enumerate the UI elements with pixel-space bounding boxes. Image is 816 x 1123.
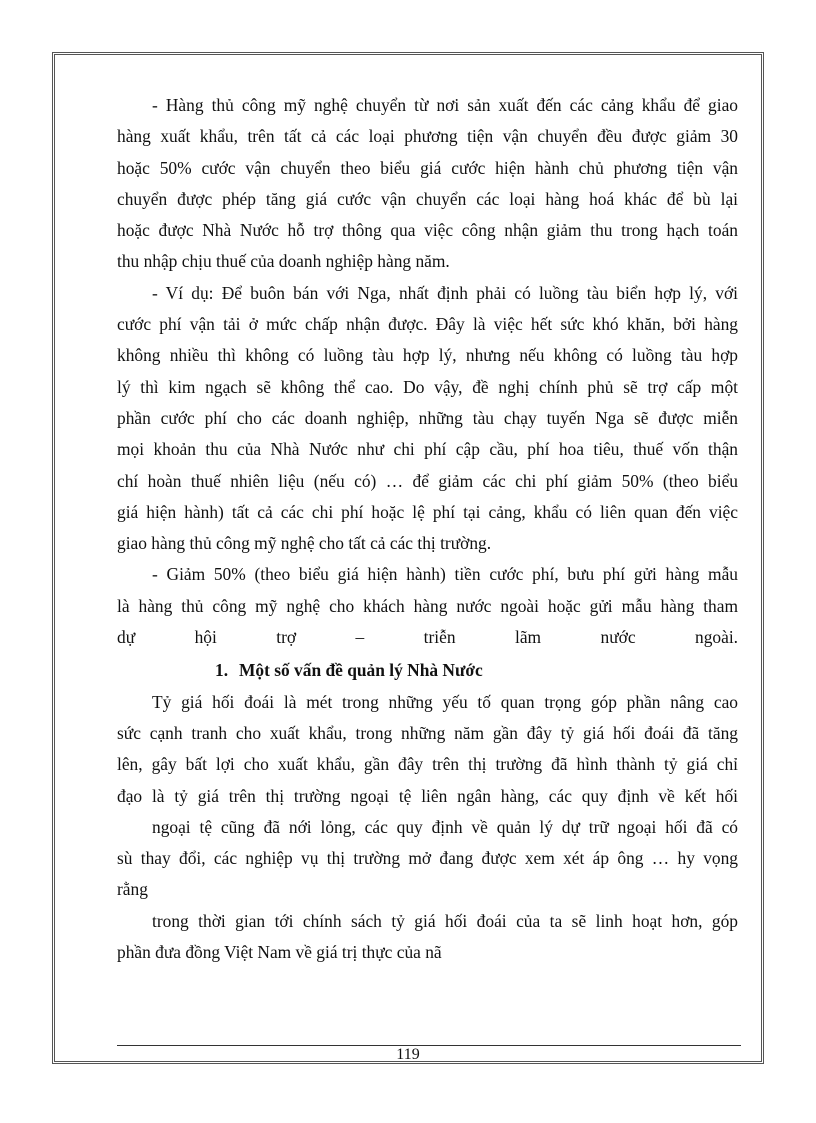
text-line: - Hàng thủ công mỹ nghệ chuyển từ nơi sản xuất đến các cảng khẩu để giao <box>152 95 738 115</box>
text-line: giá hiện hành) tất cả các chi phí hoặc lệ phí tại cảng, khẩu có liên quan đến việc <box>117 501 738 522</box>
paragraph <box>117 812 738 906</box>
text-line: phần đưa đồng Việt Nam về giá trị thực của nã <box>117 942 442 963</box>
paragraph <box>117 278 738 560</box>
paragraph <box>117 687 738 812</box>
text-line: chí hoàn thuế nhiên liệu (nếu có) … để giảm các chi phí giảm 50% (theo biểu <box>117 470 738 491</box>
text-line: - Giảm 50% (theo biểu giá hiện hành) tiền cước phí, bưu phí gửi hàng mẫu <box>152 564 738 585</box>
text-line: mọi khoản thu của Nhà Nước như chi phí cập cầu, phí hoa tiêu, thuế vốn thận <box>117 439 738 460</box>
text-line: thu nhập chịu thuế của doanh nghiệp hàng năm. <box>117 251 450 272</box>
paragraph <box>117 90 738 278</box>
text-line: dự hội trợ – triễn lãm nước ngoài. <box>117 627 738 648</box>
text-line: không nhiều thì không có luồng tàu hợp lý, nhưng nếu không có luồng tàu hợp <box>117 345 738 366</box>
section-heading <box>117 655 738 686</box>
text-line: hoặc 50% cước vận chuyển theo biểu giá cước hiện hành chủ phương tiện vận <box>117 157 738 178</box>
text-line: đạo là tỷ giá trên thị trường ngoại tệ liên ngân hàng, các quy định về kết hối <box>117 785 738 806</box>
paragraph <box>117 906 738 969</box>
text-line: lý thì kim ngạch sẽ không thể cao. Do vậy, đề nghị chính phủ sẽ trợ cấp một <box>117 376 738 397</box>
text-line: ngoại tệ cũng đã nới lỏng, các quy định về quản lý dự trữ ngoại hối đã có <box>152 816 738 837</box>
text-line: chuyển được phép tăng giá cước vận chuyển các loại hàng hoá khác để bù lại <box>117 188 738 209</box>
text-line: Tỷ giá hối đoái là mét trong những yếu tố quan trọng góp phần nâng cao <box>152 691 738 712</box>
text-line: hàng xuất khẩu, trên tất cả các loại phương tiện vận chuyển đều được giảm 30 <box>117 126 738 147</box>
text-line: lên, gây bất lợi cho xuất khẩu, gần đây trên thị trường đã hình thành tỷ giá chỉ <box>117 754 738 775</box>
text-line: giao hàng thủ công mỹ nghệ cho tất cả các thị trường. <box>117 533 492 554</box>
page-body <box>117 90 738 968</box>
text-line: là hàng thủ công mỹ nghệ cho khách hàng nước ngoài hoặc gửi mẫu hàng tham <box>117 595 738 616</box>
text-line: trong thời gian tới chính sách tỷ giá hối đoái của ta sẽ linh hoạt hơn, góp <box>152 910 738 931</box>
text-line: sức cạnh tranh cho xuất khẩu, trong những năm gần đây tỷ giá hối đoái đã tăng <box>117 722 738 743</box>
text-line: cước phí vận tải ở mức chấp nhận được. Đây là việc hết sức khó khăn, bởi hàng <box>117 314 738 335</box>
page-number: 119 <box>396 1046 420 1063</box>
section-number: 1. <box>215 660 229 681</box>
text-line: phần cước phí cho các doanh nghiệp, những tàu chạy tuyến Nga sẽ được miễn <box>117 407 738 428</box>
text-line: - Ví dụ: Để buôn bán với Nga, nhất định phải có luồng tàu biển hợp lý, với <box>152 282 738 303</box>
text-line: hoặc được Nhà Nước hỗ trợ thông qua việc công nhận giảm thu trong hạch toán <box>117 220 738 241</box>
text-line: sù thay đổi, các nghiệp vụ thị trường mở đang được xem xét áp ông … hy vọng <box>117 848 738 869</box>
paragraph <box>117 559 738 653</box>
section-title: Một số vấn đề quản lý Nhà Nước <box>239 660 483 681</box>
text-line: rằng <box>117 879 148 900</box>
